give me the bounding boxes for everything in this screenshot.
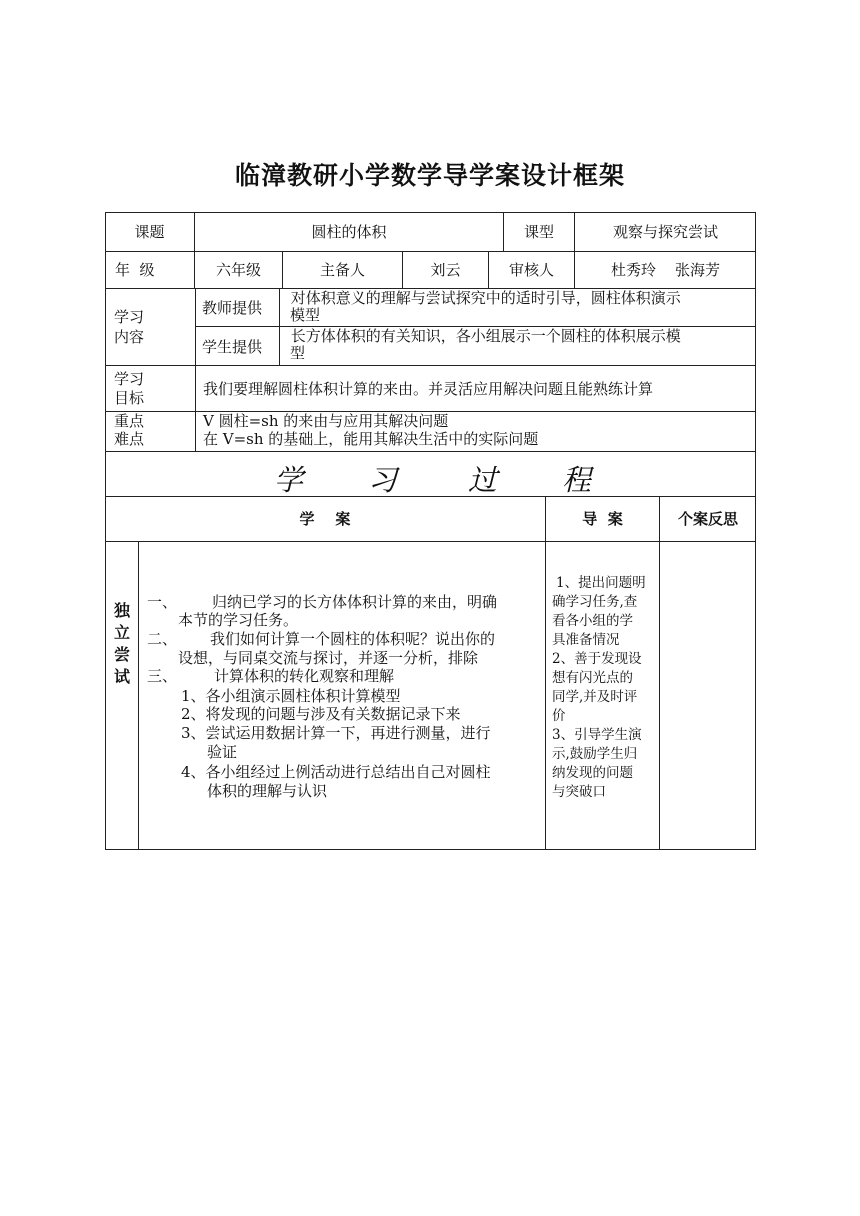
section-label: 独 立 尝 试 <box>113 601 130 686</box>
process-heading: 学 习 过 程 <box>274 463 592 497</box>
goal-label: 学习 目标 <box>114 370 145 407</box>
type-label: 课型 <box>523 223 554 241</box>
teacher-text: 对体积意义的理解与尝试探究中的适时引导，圆柱体积演示 模型 <box>286 289 681 324</box>
sub-item: 4、各小组经过上例活动进行总结出自己对圆柱 <box>181 763 491 781</box>
sub-item: 2、将发现的问题与涉及有关数据记录下来 <box>181 705 461 723</box>
student-text: 长方体体积的有关知识，各小组展示一个圆柱的体积展示模 型 <box>286 327 681 362</box>
preparer-value: 刘云 <box>430 261 461 279</box>
lesson-value: 圆柱的体积 <box>311 223 387 241</box>
key-text: V 圆柱=sh 的来由与应用其解决问题 在 V=sh 的基础上，能用其解决生活中的实际问题 <box>203 412 539 448</box>
grade-value: 六年级 <box>215 261 261 279</box>
student-label: 学生提供 <box>202 338 263 356</box>
sub-item-cont: 验证 <box>207 743 238 761</box>
teacher-label: 教师提供 <box>202 299 263 317</box>
sub-item: 3、尝试运用数据计算一下，再进行测量，进行 <box>181 724 491 742</box>
goal-text: 我们要理解圆柱体积计算的来由。并灵活应用解决问题且能熟练计算 <box>203 380 654 398</box>
guide-text: 1、提出问题明 确学习任务,查 看各小组的学 具准备情况 2、善于发现设 想有闪光点的 同学,并及时评 价 3、引导学生演 示,鼓励学生归 纳发现的问题 与突破口 <box>552 575 646 800</box>
item-text-cont: 本节的学习任务。 <box>178 611 299 629</box>
type-value: 观察与探究尝试 <box>612 223 718 241</box>
content-label: 学习 内容 <box>114 308 145 346</box>
item-text-cont: 设想，与同桌交流与探讨，并逐一分析，排除 <box>178 649 479 667</box>
preparer-label: 主备人 <box>319 261 365 279</box>
page-title: 临漳教研小学数学导学案设计框架 <box>234 161 625 190</box>
item-text: 我们如何计算一个圆柱的体积呢？说出你的 <box>210 630 496 648</box>
header-daoan: 导 案 <box>582 510 623 528</box>
grade-label: 年 级 <box>115 261 155 279</box>
lesson-label: 课题 <box>134 223 165 241</box>
sub-item-cont: 体积的理解与认识 <box>207 782 328 800</box>
sub-item: 1、各小组演示圆柱体积计算模型 <box>181 687 401 705</box>
reviewer-label: 审核人 <box>508 261 554 279</box>
key-label: 重点 难点 <box>114 412 145 448</box>
header-fansi: 个案反思 <box>677 510 738 528</box>
reviewers: 杜秀玲 张海芳 <box>610 261 721 279</box>
header-xuean: 学 案 <box>299 510 351 528</box>
item-text: 归纳已学习的长方体体积计算的来由，明确 <box>212 593 498 611</box>
item-num: 二、 <box>147 630 178 648</box>
item-num: 一、 <box>147 593 178 611</box>
item-text: 计算体积的转化观察和理解 <box>214 667 395 685</box>
item-num: 三、 <box>147 667 178 685</box>
